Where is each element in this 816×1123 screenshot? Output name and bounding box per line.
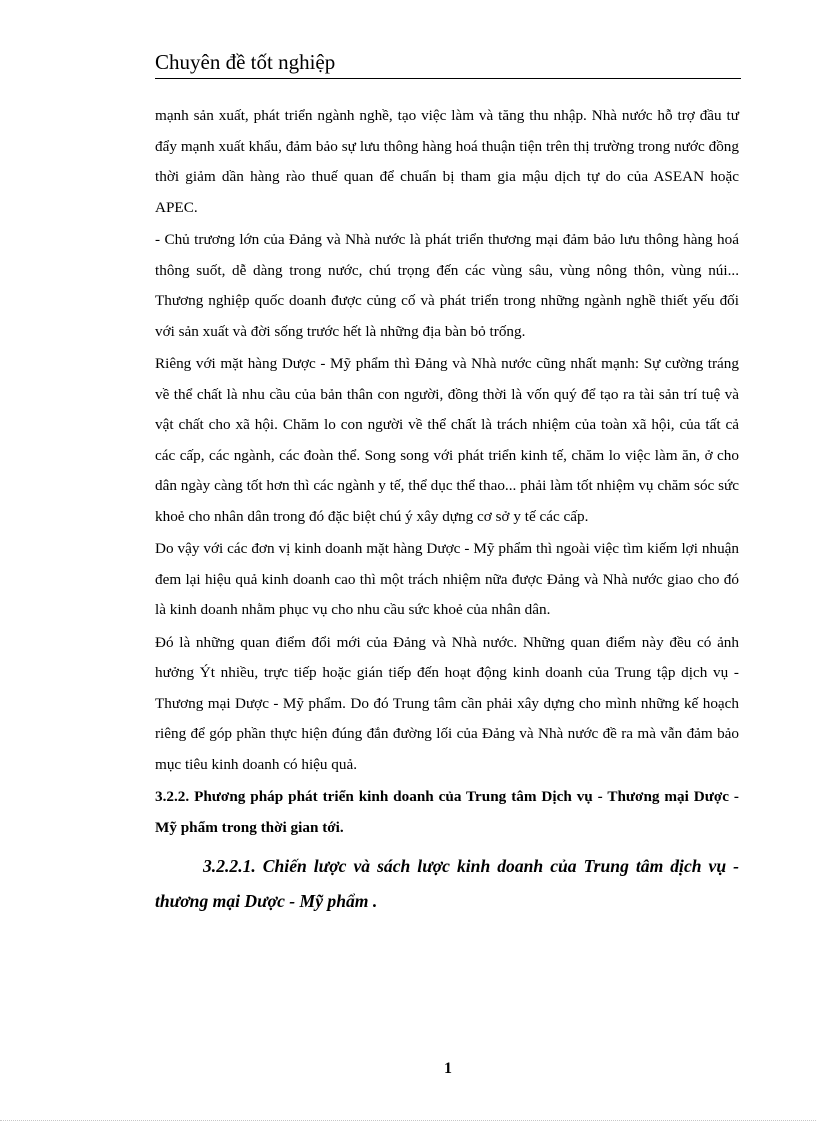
page-header-title: Chuyên đề tốt nghiệp xyxy=(155,50,336,74)
paragraph-4: Do vậy với các đơn vị kinh doanh mặt hàng Dược - Mỹ phẩm thì ngoài việc tìm kiếm lợi nhuận đem lại hiệu quả kinh doanh cao thì một trách nhiệm nữa được Đảng và Nhà nước giao cho đó là kinh doanh nhằm phục vụ cho nhu cầu sức khoẻ của nhân dân. xyxy=(155,540,739,618)
page-number: 1 xyxy=(444,1060,452,1077)
paragraph-2: - Chủ trương lớn của Đảng và Nhà nước là phát triển thương mại đảm bảo lưu thông hàng hoá thông suốt, dễ dàng trong nước, chú trọng đến các vùng sâu, vùng nông thôn, vùng núi... Thương nghiệp quốc doanh được củng cố và phát triển trong những ngành nghề thiết yếu đối với sản xuất và đời sống trước hết là những địa bàn bỏ trống. xyxy=(155,231,739,340)
page-bottom-border xyxy=(0,1120,816,1121)
paragraph-1: mạnh sản xuất, phát triển ngành nghề, tạo việc làm và tăng thu nhập. Nhà nước hỗ trợ đầu tư đẩy mạnh xuất khẩu, đảm bảo sự lưu thông hàng hoá thuận tiện trên thị trường trong nước đồng thời giảm dần hàng rào thuế quan để chuẩn bị tham gia mậu dịch tự do của ASEAN hoặc APEC. xyxy=(155,107,739,216)
document-body xyxy=(155,101,739,919)
paragraph-3: Riêng với mặt hàng Dược - Mỹ phẩm thì Đảng và Nhà nước cũng nhất mạnh: Sự cường tráng về thể chất là nhu cầu của bản thân con người, đồng thời là vốn quý để tạo ra tài sản trí tuệ và vật chất cho xã hội. Chăm lo con người về thể chất là trách nhiệm của toàn xã hội, của tất cả các cấp, các ngành, các đoàn thể. Song song với phát triển kinh tế, chăm lo việc làm ăn, ở cho dân ngày càng tốt hơn thì các ngành y tế, thể dục thể thao... phải làm tốt nhiệm vụ chăm sóc sức khoẻ cho nhân dân trong đó đặc biệt chú ý xây dựng cơ sở y tế các cấp. xyxy=(155,355,739,525)
header-divider xyxy=(155,78,741,79)
subsection-heading: 3.2.2.1. Chiến lược và sách lược kinh doanh của Trung tâm dịch vụ - thương mại Dược - Mỹ phẩm . xyxy=(155,856,739,911)
paragraph-5: Đó là những quan điểm đổi mới của Đảng và Nhà nước. Những quan điểm này đều có ảnh hưởng Ýt nhiều, trực tiếp hoặc gián tiếp đến hoạt động kinh doanh của Trung tập dịch vụ - Thương mại Dược - Mỹ phẩm. Do đó Trung tâm cần phải xây dựng cho mình những kế hoạch riêng để góp phần thực hiện đúng đắn đường lối của Đảng và Nhà nước đề ra mà vẫn đảm bảo mục tiêu kinh doanh có hiệu quả. xyxy=(155,633,739,773)
section-heading: 3.2.2. Phương pháp phát triển kinh doanh của Trung tâm Dịch vụ - Thương mại Dược - Mỹ phẩm trong thời gian tới. xyxy=(155,788,739,836)
